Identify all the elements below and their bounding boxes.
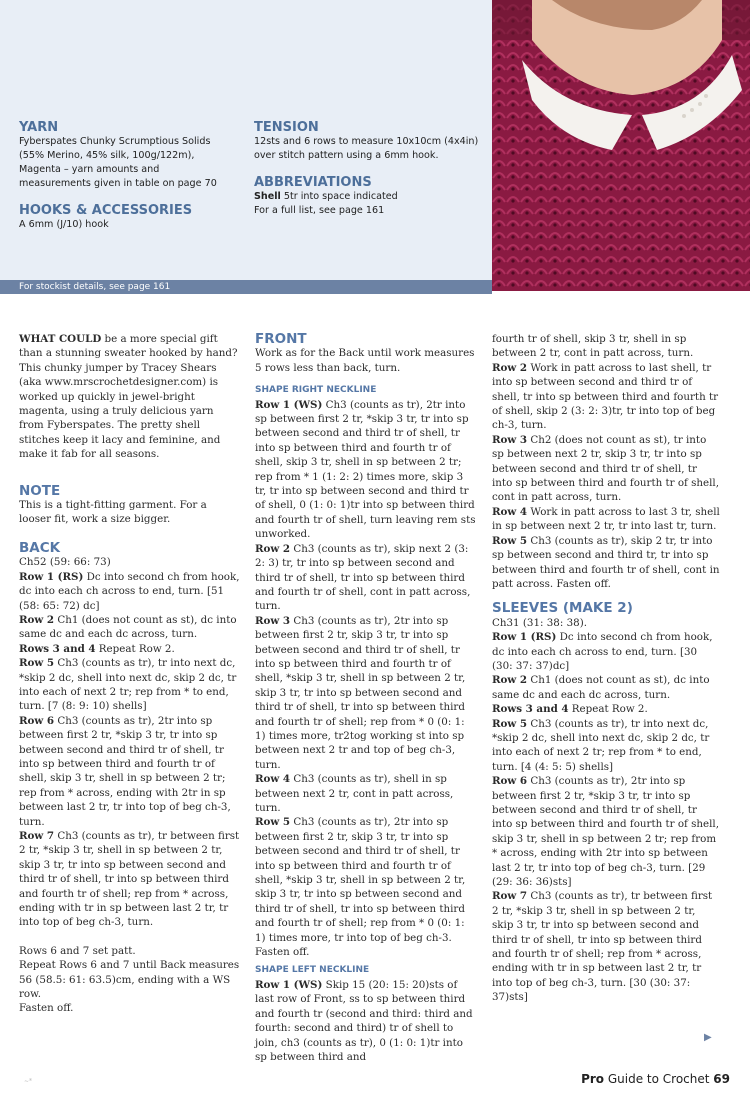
row-label: Row 7 (19, 830, 55, 842)
back-set-patt: Rows 6 and 7 set patt. (19, 944, 136, 957)
abbr-def: 5tr into space indicated (280, 191, 398, 202)
footer-guide: Guide to Crochet (604, 1072, 714, 1086)
sleeve-row-2 (492, 673, 720, 702)
row-label: Row 1 (WS) (255, 398, 323, 411)
row-text: Ch3 (counts as tr), 2tr into sp between first 2 tr, *skip 3 tr, tr into sp between second and third tr of shell, tr into sp between third and fourth tr of shell, skip 3 tr, shell in sp between 2 tr; rep from * across, ending with 2tr into sp between last 2 tr, tr into top of beg ch-3, turn. [29 (29: 36: 36)sts] (492, 775, 719, 889)
row-label: Row 6 (19, 714, 55, 727)
back-row-2 (19, 613, 241, 642)
row-text: Ch3 (counts as tr), shell in sp between next 2 tr, cont in patt across, turn. (255, 773, 454, 814)
row-label: Rows 3 and 4 (492, 703, 569, 716)
row-text: Work in patt across to last 3 tr, shell in sp between next 2 tr, tr into last tr, turn. (492, 505, 720, 533)
note-heading: NOTE (19, 482, 61, 499)
row-label: Row 5 (19, 657, 55, 670)
row-text: Ch3 (counts as tr), skip 2 tr, tr into sp between second and third tr, tr into sp between third and fourth tr of shell, cont in patt across. Fasten off. (492, 534, 720, 590)
abbreviations-heading: ABBREVIATIONS (254, 175, 372, 190)
row-text: Repeat Row 2. (95, 642, 175, 655)
note-text: This is a tight-fitting garment. For a looser fit, work a size bigger. (19, 499, 207, 526)
left-row-1 (255, 978, 477, 1064)
row-label: Row 2 (492, 674, 528, 687)
row-label: Row 2 (492, 361, 528, 374)
left-row-2 (492, 361, 720, 433)
front-heading: FRONT (255, 331, 307, 347)
row-text: Skip 15 (20: 15: 20)sts of last row of Front, ss to sp between third and fourth tr (second and third: third and fourth: second and third) tr of shell to join, ch3 (counts as tr), 0 (1: 0: 1)tr into sp between third and (255, 978, 473, 1063)
page-mark: ~* (24, 1078, 33, 1085)
stockist-band: For stockist details, see page 161 (0, 280, 492, 294)
row-text: Ch3 (counts as tr), tr between first 2 tr, *skip 3 tr, shell in sp between 2 tr, skip 3 tr, tr into sp between second and third tr of shell, tr into sp between third and fourth tr of shell; rep from * across, ending with tr in sp between last 2 tr, tr into top of beg ch-3, turn. (19, 830, 240, 929)
row-text: Ch1 (does not count as st), dc into same dc and each dc across, turn. (492, 674, 710, 701)
row-text: Ch1 (does not count as st), dc into same dc and each dc across, turn. (19, 613, 237, 641)
row-label: Row 5 (492, 717, 528, 730)
row-text: Work in patt across to last shell, tr into sp between second and third tr of shell, tr into sp between third and fourth tr of shell, skip 2 (3: 2: 3)tr, tr into top of beg ch-3, turn. (492, 361, 719, 432)
right-row-5 (255, 815, 477, 959)
left-row-5 (492, 534, 720, 592)
row-text: Ch3 (counts as tr), 2tr into sp between first 2 tr, skip 3 tr, tr into sp between second and third tr of shell, tr into sp between third and fourth tr of shell, *skip 3 tr, shell in sp between 2 tr, skip 3 tr, tr into sp between second and third tr of shell, tr into sp between third and fourth tr of shell; rep from * 0 (0: 1: 1) times more, tr into top of beg ch-3. Fasten off. (255, 816, 466, 959)
intro-paragraph (19, 332, 241, 462)
sleeve-row-5 (492, 717, 720, 775)
abbreviation-line (254, 190, 484, 204)
sleeve-row-1 (492, 630, 720, 673)
continue-arrow-icon: ▶ (704, 1032, 712, 1043)
shape-left-neckline-heading: SHAPE LEFT NECKLINE (255, 965, 370, 976)
row-text: Dc into second ch from hook, dc into each ch across to end, turn. [51 (58: 65: 72) dc] (19, 570, 240, 612)
yarn-heading: YARN (19, 120, 59, 135)
right-row-3 (255, 614, 477, 772)
row-label: Row 5 (492, 534, 528, 547)
back-fasten-off: Fasten off. (19, 1002, 74, 1015)
row-text: Dc into second ch from hook, dc into each ch across to end, turn. [30 (30: 37: 37)dc] (492, 631, 713, 672)
abbr-more: For a full list, see page 161 (254, 205, 385, 216)
page-number: 69 (713, 1072, 730, 1086)
row-label: Row 3 (492, 433, 528, 446)
back-heading: BACK (19, 539, 61, 556)
back-row-1 (19, 570, 241, 613)
footer-brand: Pro (581, 1072, 605, 1086)
row-label: Row 1 (WS) (255, 978, 323, 991)
abbr-term: Shell (254, 191, 281, 202)
row-label: Row 3 (255, 614, 291, 627)
row-label: Row 5 (255, 816, 291, 829)
row-label: Row 7 (492, 890, 528, 903)
sleeve-row-7 (492, 889, 720, 1004)
row-label: Row 1 (RS) (19, 570, 84, 583)
back-rows-3-4 (19, 642, 241, 656)
back-row-7 (19, 829, 241, 930)
row-label: Row 6 (492, 775, 528, 788)
row-text: Ch3 (counts as tr), tr into next dc, *skip 2 dc, shell into next dc, skip 2 dc, tr into each of next 2 tr; rep from * to end, turn. [4 (4: 5: 5) shells] (492, 717, 710, 773)
row-text: Ch3 (counts as tr), tr into next dc, *skip 2 dc, shell into next dc, skip 2 dc, tr into each of next 2 tr; rep from * to end, turn. [7 (8: 9: 10) shells] (19, 657, 237, 713)
row-label: Row 2 (19, 613, 55, 626)
intro-lead: WHAT COULD (19, 333, 102, 345)
row-text: Repeat Row 2. (568, 703, 648, 716)
right-row-4 (255, 772, 477, 815)
tension-heading: TENSION (254, 120, 319, 135)
intro-text: be a more special gift than a stunning sweater hooked by hand? This chunky jumper by Tracey Shears (aka www.mrscrochetdesigner.com) is worked up quickly in jewel-bright magenta, using a truly delicious yarn from Fyberspates. The pretty shell stitches keep it lacy and feminine, and make it fab for all seasons. (19, 333, 238, 461)
row-label: Rows 3 and 4 (19, 642, 96, 655)
sleeves-heading: SLEEVES (MAKE 2) (492, 600, 633, 617)
hooks-heading: HOOKS & ACCESSORIES (19, 203, 193, 218)
sleeve-rows-3-4 (492, 702, 720, 716)
yarn-text: Fyberspates Chunky Scrumptious Solids (55% Merino, 45% silk, 100g/122m), Magenta – yarn amounts and measurements given in table on page 70 (19, 136, 217, 189)
back-chain: Ch52 (59: 66: 73) (19, 556, 111, 569)
row-label: Row 4 (255, 773, 291, 786)
row-label: Row 4 (492, 505, 528, 518)
page-footer (581, 1072, 730, 1086)
hooks-text: A 6mm (J/10) hook (19, 219, 109, 230)
row-label: Row 2 (255, 542, 291, 555)
right-row-2 (255, 542, 477, 614)
right-row-1 (255, 398, 477, 542)
row-text: Ch2 (does not count as st), tr into sp between next 2 tr, skip 3 tr, tr into sp between second and third tr of shell, tr into sp between third and fourth tr of shell, cont in patt across, turn. (492, 433, 719, 504)
left-row-4 (492, 505, 720, 534)
column-1 (19, 332, 241, 1016)
row-text: Ch3 (counts as tr), 2tr into sp between first 2 tr, *skip 3 tr, tr into sp between second and third tr of shell, tr into sp between third and fourth tr of shell, skip 3 tr, shell in sp between 2 tr; rep from * across, ending with 2tr in sp between last 2 tr, tr into top of beg ch-3, turn. (19, 714, 231, 828)
row-text: Ch3 (counts as tr), 2tr into sp between first 2 tr, skip 3 tr, tr into sp between second and third tr of shell, tr into sp between third and fourth tr of shell, *skip 3 tr, shell in sp between 2 tr, skip 3 tr, tr into sp between second and third tr of shell, tr into sp between third and fourth tr of shell; rep from * 0 (0: 1: 1) times more, tr2tog working st into sp between next 2 tr and top of beg ch-3, turn. (255, 614, 466, 771)
back-row-5 (19, 656, 241, 714)
column-2 (255, 332, 477, 1064)
sweater-photo (492, 0, 750, 291)
row-text: Ch3 (counts as tr), skip next 2 (3: 2: 3) tr, tr into sp between second and third tr of shell, tr into sp between third and fourth tr of shell, cont in patt across, turn. (255, 542, 471, 613)
row-text: Ch3 (counts as tr), 2tr into sp between first 2 tr, *skip 3 tr, tr into sp between second and third tr of shell, tr into sp between third and fourth tr of shell, skip 3 tr, shell in sp between 2 tr; rep from * 1 (1: 2: 2) times more, skip 3 tr, tr into sp between second and third tr of shell, 0 (1: 0: 1)tr into sp between third and fourth tr of shell, turn leaving rem sts unworked. (255, 398, 476, 541)
model-image (492, 0, 750, 291)
sleeve-row-6 (492, 774, 720, 889)
row-label: Row 1 (RS) (492, 631, 557, 644)
front-intro: Work as for the Back until work measures 5 rows less than back, turn. (255, 347, 475, 374)
tension-text: 12sts and 6 rows to measure 10x10cm (4x4in) over stitch pattern using a 6mm hook. (254, 136, 479, 161)
info-panel (0, 0, 492, 280)
left-row-3 (492, 433, 720, 505)
sleeve-chain: Ch31 (31: 38: 38). (492, 616, 587, 629)
column-3 (492, 332, 720, 1005)
left-row-1-cont: fourth tr of shell, skip 3 tr, shell in sp between 2 tr, cont in patt across, turn. (492, 333, 694, 360)
shape-right-neckline-heading: SHAPE RIGHT NECKLINE (255, 385, 377, 396)
back-repeat: Repeat Rows 6 and 7 until Back measures 56 (58.5: 61: 63.5)cm, ending with a WS row. (19, 959, 240, 1001)
row-text: Ch3 (counts as tr), tr between first 2 tr, *skip 3 tr, shell in sp between 2 tr, skip 3 tr, tr into sp between second and third tr of shell, tr into sp between third and fourth tr of shell; rep from * across, ending with tr in sp between last 2 tr, tr into top of beg ch-3, turn. [30 (30: 37: 37)sts] (492, 890, 713, 1004)
back-row-6 (19, 714, 241, 829)
